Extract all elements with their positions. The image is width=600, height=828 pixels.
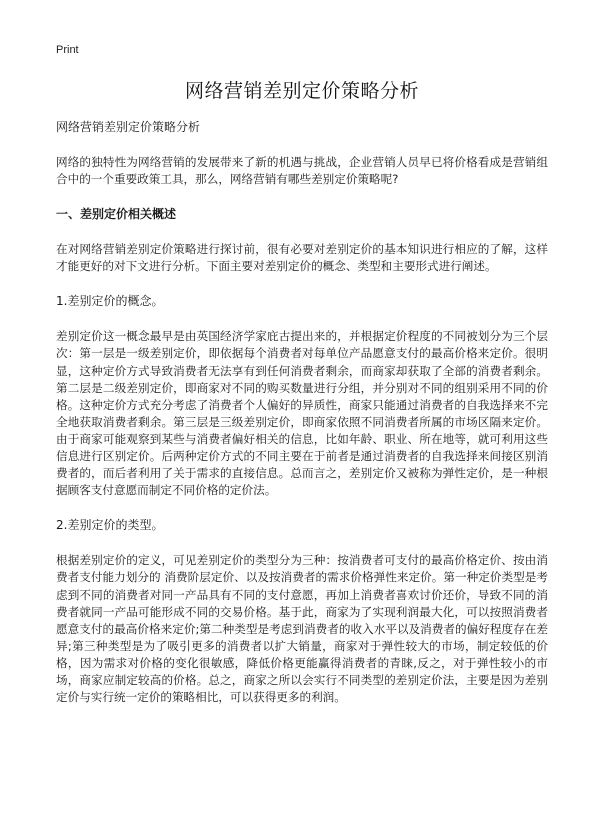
type-paragraph: 根据差别定价的定义，可见差别定价的类型分为三种：按消费者可支付的最高价格定价、按由消费者支付能力划分的 消费阶层定价、以及按消费者的需求价格弹性来定价。第一种定价类型是考虑到不同的消费者对同一产品具有不同的支付意愿，再加上消费者喜欢讨价还价，导致不同的消费者就同一产品可能形成不同的交易价格。基于此，商家为了实现利润最大化，可以按照消费者愿意支付的最高价格来定价;第二种类型是考虑到消费者的收入水平以及消费者的偏好程度存在差异;第三种类型是为了吸引更多的消费者以扩大销量，商家对于弹性较大的市场，制定较低的价格，因为需求对价格的变化很敏感，降低价格更能赢得消费者的青睐,反之，对于弹性较小的市场，商家应制定较高的价格。总之，商家之所以会实行不同类型的差别定价法，主要是因为差别定价与实行统一定价的策略相比，可以获得更多的利润。	[56, 553, 548, 705]
page-title: 网络营销差别定价策略分析	[184, 80, 419, 102]
print-link[interactable]: Print	[56, 44, 79, 56]
type-heading: 2.差别定价的类型。	[56, 518, 164, 533]
document-subtitle: 网络营销差别定价策略分析	[56, 120, 201, 134]
section-heading-overview: 一、差别定价相关概述	[56, 207, 177, 222]
intro-paragraph: 网络的独特性为网络营销的发展带来了新的机遇与挑战，企业营销人员早已将价格看成是营销组合中的一个重要政策工具，那么，网络营销有哪些差别定价策略呢?	[56, 155, 548, 187]
section-intro-paragraph: 在对网络营销差别定价策略进行探讨前，很有必要对差别定价的基本知识进行相应的了解，这样才能更好的对下文进行分析。下面主要对差别定价的概念、类型和主要形式进行阐述。	[56, 242, 548, 274]
concept-heading: 1.差别定价的概念。	[56, 294, 164, 309]
document-page	[56, 76, 548, 720]
concept-paragraph: 差别定价这一概念最早是由英国经济学家庇古提出来的，并根据定价程度的不同被划分为三个层次：第一层是一级差别定价，即依据每个消费者对每单位产品愿意支付的最高价格来定价。很明显，这种定价方式导致消费者无法享有到任何消费者剩余，而商家却获取了全部的消费者剩余。第二层是二级差别定价，即商家对不同的购买数量进行分组，并分别对不同的组别采用不同的价格。这种定价方式充分考虑了消费者个人偏好的异质性，商家只能通过消费者的自我选择来不完全地获取消费者剩余。第三层是三级差别定价，即商家依照不同消费者所属的市场区隔来定价。由于商家可能观察到某些与消费者偏好相关的信息，比如年龄、职业、所在地等，就可利用这些信息进行区别定价。后两种定价方式的不同主要在于前者是通过消费者的自我选择来间接区别消费者的，而后者利用了关于需求的直接信息。总而言之，差别定价又被称为弹性定价，是一种根据顾客支付意愿而制定不同价格的定价法。	[56, 329, 548, 498]
